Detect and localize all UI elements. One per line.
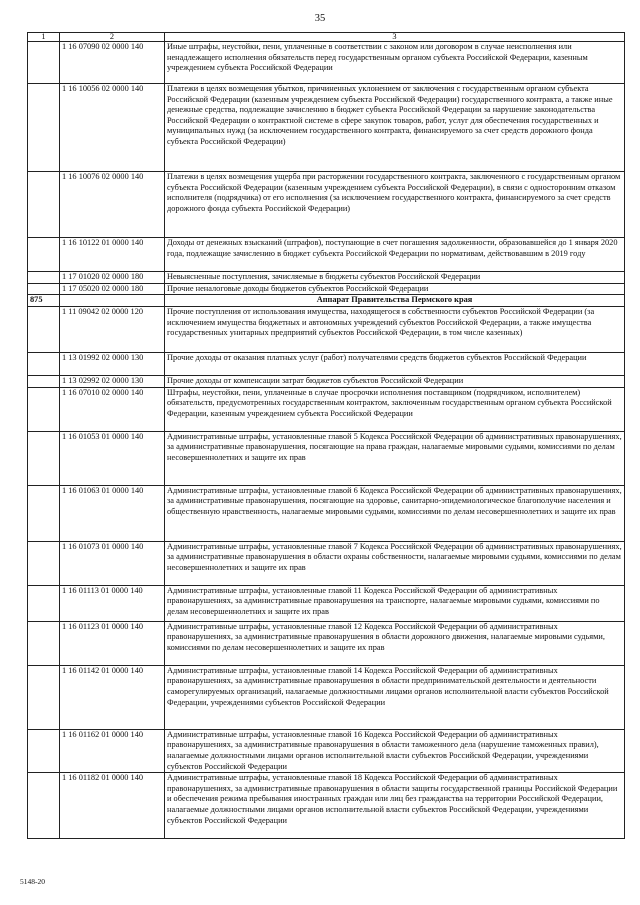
table-row bbox=[28, 729, 625, 772]
description-cell: Невыясненные поступления, зачисляемые в бюджеты субъектов Российской Федерации bbox=[165, 272, 625, 284]
table-row bbox=[28, 621, 625, 665]
table-row bbox=[28, 283, 625, 295]
revenue-code-cell: 1 13 02992 02 0000 130 bbox=[60, 376, 165, 388]
header-col-1: 1 bbox=[28, 33, 60, 42]
revenue-code-cell: 1 11 09042 02 0000 120 bbox=[60, 307, 165, 353]
table-row bbox=[28, 585, 625, 621]
page-number: 35 bbox=[314, 13, 326, 24]
header-col-2: 2 bbox=[60, 33, 165, 42]
admin-code-cell: 875 bbox=[28, 295, 60, 307]
description-cell: Платежи в целях возмещения убытков, причиненных уклонением от заключения с государственным органом субъекта Российской Федерации (казенным учреждением субъекта Российской Федерации) государственного контракта, а также иные денежные средства, подлежащие зачислению в бюджет субъекта Российской Федерации за нарушение законодательства Российской Федерации о контрактной системе в сфере закупок товаров, работ, услуг для обеспечения государственных и муниципальных нужд (за исключением государственного контракта, финансируемого за счет средств дорожного фонда субъекта Российской Федерации) bbox=[165, 84, 625, 172]
revenue-code-cell: 1 16 01162 01 0000 140 bbox=[60, 729, 165, 772]
description-cell: Административные штрафы, установленные главой 11 Кодекса Российской Федерации об административных правонарушениях, за административные правонарушения на транспорте, налагаемые мировыми судьями, комиссиями по делам несовершеннолетних и защите их прав bbox=[165, 585, 625, 621]
table-row bbox=[28, 353, 625, 376]
admin-code-cell bbox=[28, 541, 60, 585]
revenue-code-cell: 1 16 07090 02 0000 140 bbox=[60, 42, 165, 84]
admin-code-cell bbox=[28, 585, 60, 621]
admin-code-cell bbox=[28, 272, 60, 284]
admin-code-cell bbox=[28, 387, 60, 431]
admin-code-cell bbox=[28, 485, 60, 541]
section-row bbox=[28, 295, 625, 307]
table-row bbox=[28, 387, 625, 431]
table-row bbox=[28, 272, 625, 284]
table-row bbox=[28, 376, 625, 388]
admin-code-cell bbox=[28, 376, 60, 388]
revenue-code-cell: 1 16 01073 01 0000 140 bbox=[60, 541, 165, 585]
description-cell: Административные штрафы, установленные главой 16 Кодекса Российской Федерации об административных правонарушениях, за административные правонарушения в области таможенного дела (нарушение таможенных правил), налагаемые должностными лицами органов исполнительной власти субъектов Российской Федерации, учреждениями субъектов Российской Федерации bbox=[165, 729, 625, 772]
table-header-row bbox=[28, 33, 625, 42]
admin-code-cell bbox=[28, 773, 60, 839]
revenue-code-cell: 1 16 01113 01 0000 140 bbox=[60, 585, 165, 621]
revenue-code-cell: 1 16 01182 01 0000 140 bbox=[60, 773, 165, 839]
admin-code-cell bbox=[28, 665, 60, 729]
table-row bbox=[28, 172, 625, 238]
description-cell: Платежи в целях возмещения ущерба при расторжении государственного контракта, заключенного с государственным органом субъекта Российской Федерации (казенным учреждением субъекта Российской Федерации), в связи с односторонним отказом исполнителя (подрядчика) от его исполнения (за исключением государственного контракта, финансируемого за счет средств дорожного фонда субъекта Российской Федерации) bbox=[165, 172, 625, 238]
section-title: Аппарат Правительства Пермского края bbox=[165, 295, 625, 307]
admin-code-cell bbox=[28, 307, 60, 353]
revenue-code-cell bbox=[60, 295, 165, 307]
revenue-code-cell: 1 16 01063 01 0000 140 bbox=[60, 485, 165, 541]
description-cell: Административные штрафы, установленные главой 14 Кодекса Российской Федерации об административных правонарушениях, за административные правонарушения в области предпринимательской деятельности и деятельности саморегулируемых организаций, налагаемые должностными лицами органов исполнительной власти субъектов Российской Федерации, учреждениями субъектов Российской Федерации bbox=[165, 665, 625, 729]
revenue-code-cell: 1 16 10056 02 0000 140 bbox=[60, 84, 165, 172]
revenue-code-cell: 1 16 01142 01 0000 140 bbox=[60, 665, 165, 729]
description-cell: Прочие неналоговые доходы бюджетов субъектов Российской Федерации bbox=[165, 283, 625, 295]
revenue-code-cell: 1 17 05020 02 0000 180 bbox=[60, 283, 165, 295]
revenue-code-cell: 1 16 07010 02 0000 140 bbox=[60, 387, 165, 431]
table-row bbox=[28, 485, 625, 541]
admin-code-cell bbox=[28, 238, 60, 272]
description-cell: Административные штрафы, установленные главой 18 Кодекса Российской Федерации об административных правонарушениях, за административные правонарушения в области защиты государственной границы Российской Федерации и обеспечения режима пребывания иностранных граждан или лиц без гражданства на территории Российской Федерации, налагаемые должностными лицами органов исполнительной власти субъектов Российской Федерации, учреждениями субъектов Российской Федерации bbox=[165, 773, 625, 839]
table-row bbox=[28, 238, 625, 272]
revenue-codes-table bbox=[27, 32, 625, 839]
admin-code-cell bbox=[28, 729, 60, 772]
table-row bbox=[28, 773, 625, 839]
table-row bbox=[28, 431, 625, 485]
description-cell: Административные штрафы, установленные главой 5 Кодекса Российской Федерации об административных правонарушениях, за административные правонарушения, посягающие на права граждан, налагаемые мировыми судьями, комиссиями по делам несовершеннолетних и защите их прав bbox=[165, 431, 625, 485]
description-cell: Административные штрафы, установленные главой 12 Кодекса Российской Федерации об административных правонарушениях, за административные правонарушения в области дорожного движения, налагаемые мировыми судьями, комиссиями по делам несовершеннолетних и защите их прав bbox=[165, 621, 625, 665]
description-cell: Прочие доходы от компенсации затрат бюджетов субъектов Российской Федерации bbox=[165, 376, 625, 388]
description-cell: Доходы от денежных взысканий (штрафов), поступающие в счет погашения задолженности, образовавшейся до 1 января 2020 года, подлежащие зачислению в бюджет субъекта Российской Федерации по нормативам, действовавшим в 2019 году bbox=[165, 238, 625, 272]
table-row bbox=[28, 42, 625, 84]
admin-code-cell bbox=[28, 431, 60, 485]
description-cell: Прочие доходы от оказания платных услуг (работ) получателями средств бюджетов субъектов Российской Федерации bbox=[165, 353, 625, 376]
revenue-code-cell: 1 16 01123 01 0000 140 bbox=[60, 621, 165, 665]
header-col-3: 3 bbox=[165, 33, 625, 42]
description-cell: Штрафы, неустойки, пени, уплаченные в случае просрочки исполнения поставщиком (подрядчиком, исполнителем) обязательств, предусмотренных государственным контрактом, заключенным государственным органом субъекта Российской Федерации, казенным учреждением субъекта Российской Федерации bbox=[165, 387, 625, 431]
table-row bbox=[28, 541, 625, 585]
description-cell: Административные штрафы, установленные главой 6 Кодекса Российской Федерации об административных правонарушениях, за административные правонарушения, посягающие на здоровье, санитарно-эпидемиологическое благополучие населения и общественную нравственность, налагаемые мировыми судьями, комиссиями по делам несовершеннолетних и защите их прав bbox=[165, 485, 625, 541]
admin-code-cell bbox=[28, 283, 60, 295]
admin-code-cell bbox=[28, 172, 60, 238]
revenue-code-cell: 1 13 01992 02 0000 130 bbox=[60, 353, 165, 376]
admin-code-cell bbox=[28, 621, 60, 665]
revenue-code-cell: 1 17 01020 02 0000 180 bbox=[60, 272, 165, 284]
revenue-code-cell: 1 16 10076 02 0000 140 bbox=[60, 172, 165, 238]
table-row bbox=[28, 665, 625, 729]
table-row bbox=[28, 84, 625, 172]
admin-code-cell bbox=[28, 84, 60, 172]
revenue-code-cell: 1 16 01053 01 0000 140 bbox=[60, 431, 165, 485]
description-cell: Иные штрафы, неустойки, пени, уплаченные в соответствии с законом или договором в случае неисполнения или ненадлежащего исполнения обязательств перед государственным органом субъекта Российской Федерации, казенным учреждением субъекта Российской Федерации bbox=[165, 42, 625, 84]
table-row bbox=[28, 307, 625, 353]
admin-code-cell bbox=[28, 42, 60, 84]
description-cell: Прочие поступления от использования имущества, находящегося в собственности субъектов Российской Федерации (за исключением имущества бюджетных и автономных учреждений субъектов Российской Федерации, а также имущества государственных унитарных предприятий субъектов Российской Федерации, в том числе казенных) bbox=[165, 307, 625, 353]
description-cell: Административные штрафы, установленные главой 7 Кодекса Российской Федерации об административных правонарушениях, за административные правонарушения в области охраны собственности, налагаемые мировыми судьями, комиссиями по делам несовершеннолетних и защите их прав bbox=[165, 541, 625, 585]
revenue-code-cell: 1 16 10122 01 0000 140 bbox=[60, 238, 165, 272]
document-code: 5148-20 bbox=[20, 877, 45, 886]
admin-code-cell bbox=[28, 353, 60, 376]
